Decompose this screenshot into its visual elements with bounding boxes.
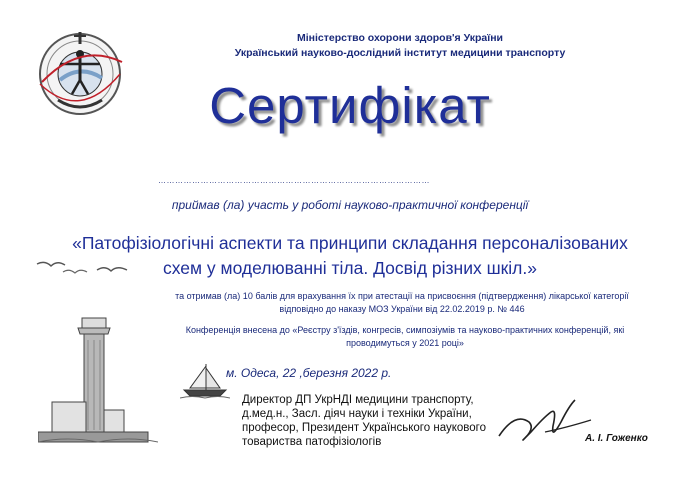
- ministry-name: Міністерство охорони здоров'я України: [297, 32, 503, 44]
- conference-title-line-1: «Патофізіологічні аспекти та принципи складання персоналізованих: [72, 233, 628, 253]
- participation-text: приймав (ла) участь у роботі науково-практичної конференції: [171, 198, 529, 212]
- director-line-2: д.мед.н., Засл. діяч науки і техніки України,: [242, 408, 472, 420]
- points-statement: [92, 290, 700, 316]
- conference-title: [50, 231, 650, 281]
- points-line-2: відповідно до наказу МОЗ України від 22.02.2019 р. № 446: [279, 304, 525, 314]
- director-credentials: [242, 393, 486, 449]
- lighthouse-illustration: [38, 310, 158, 445]
- seagulls-illustration: [35, 258, 135, 283]
- registry-line-2: проводимуться у 2021 році»: [346, 338, 464, 348]
- registry-statement: [95, 324, 700, 350]
- director-line-4: товариства патофізіологів: [242, 436, 382, 448]
- director-line-1: Директор ДП УкрНДІ медицини транспорту,: [242, 394, 474, 406]
- points-line-1: та отримав (ла) 10 балів для врахування їх при атестації на присвоєння (підтвердження) лікарської категорії: [175, 291, 629, 301]
- registry-line-1: Конференція внесена до «Реєстру з'їздів, конгресів, симпозіумів та науково-практичних конференцій, які: [185, 325, 625, 335]
- certificate-title: Сертифікат: [209, 77, 491, 134]
- sailboat-illustration: [180, 362, 230, 400]
- handwritten-signature: [495, 392, 595, 450]
- institute-name: Український науково-дослідний інститут медицини транспорту: [234, 47, 566, 59]
- recipient-name-line: ……………………………………………………………………………………: [158, 176, 430, 185]
- director-line-3: професор, Президент Українського наукового: [242, 422, 486, 434]
- place-and-date: м. Одеса, 22 ,березня 2022 р.: [226, 366, 392, 380]
- conference-title-line-2: схем у моделюванні тіла. Досвід різних шкіл.»: [163, 258, 537, 278]
- issuer-header: [150, 31, 650, 61]
- signer-name: А. І. Гоженко: [585, 433, 648, 444]
